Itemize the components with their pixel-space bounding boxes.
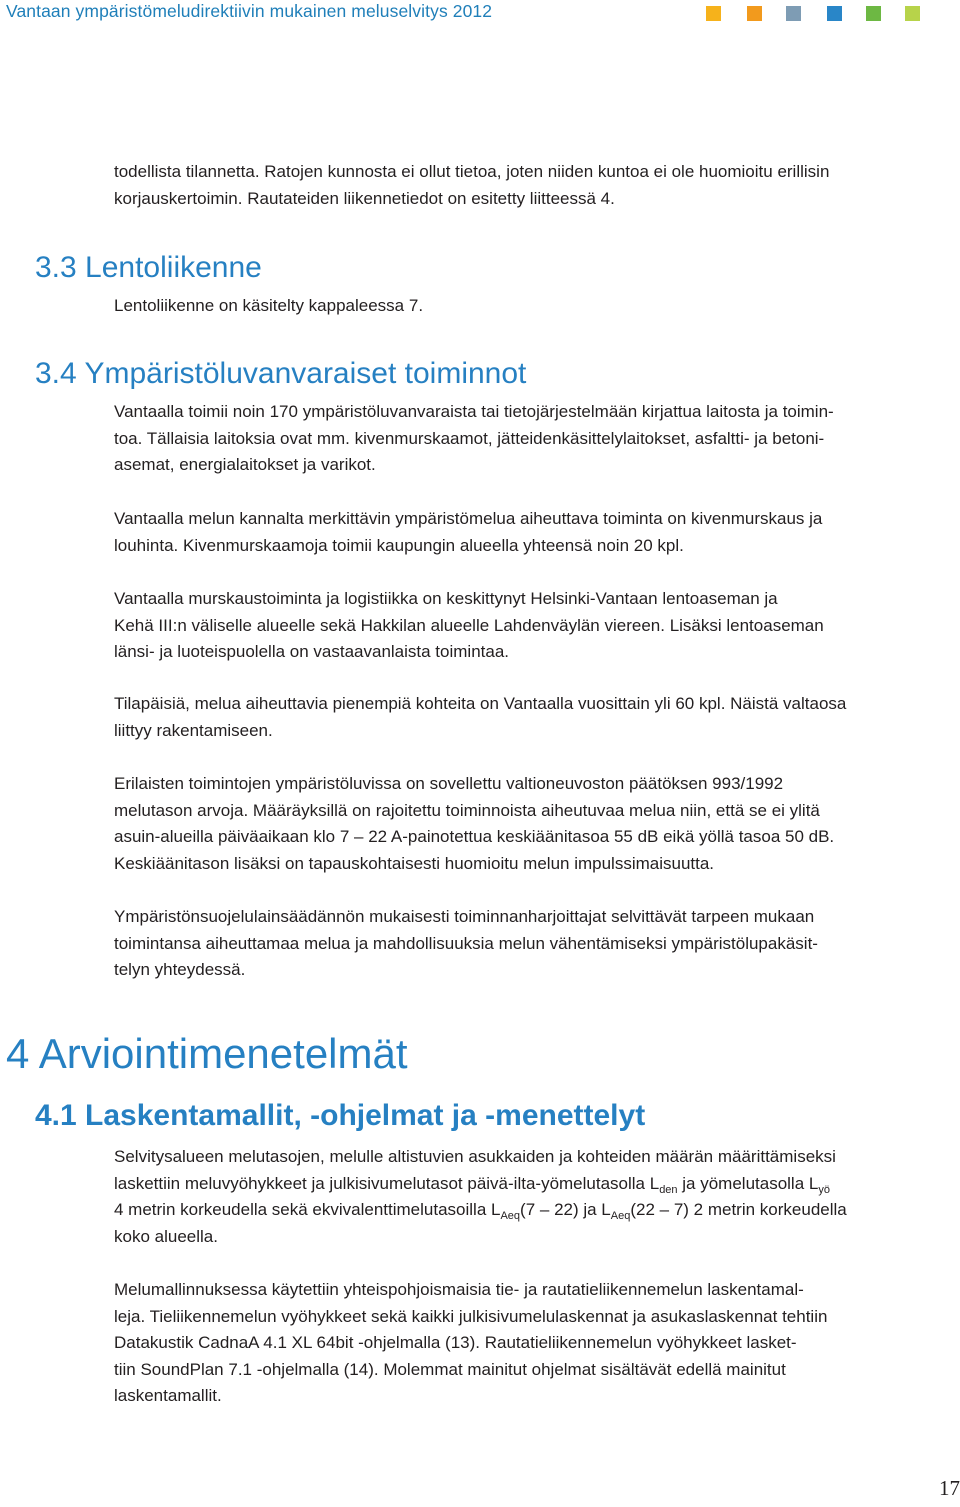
text-line: toimintansa aiheuttamaa melua ja mahdollisuuksia melun vähentämiseksi ympäristölupakäsit- xyxy=(114,933,818,953)
subscript-den: den xyxy=(659,1183,678,1196)
header-square-5 xyxy=(866,6,881,21)
text-line xyxy=(114,1197,924,1224)
text-line: todellista tilannetta. Ratojen kunnosta ei ollut tietoa, joten niiden kuntoa ei ole huomioitu erillisin xyxy=(114,162,830,181)
text-line: Datakustik CadnaA 4.1 XL 64bit -ohjelmalla (13). Rautatieliikennemelun vyöhykkeet lasket- xyxy=(114,1333,797,1352)
text-line: länsi- ja luoteispuolella on vastaavanlaista toimintaa. xyxy=(114,642,510,661)
header-square-3 xyxy=(786,6,801,21)
section-4-1-heading: 4.1 Laskentamallit, -ohjelmat ja -menettelyt xyxy=(35,1099,646,1132)
text-line: koko alueella. xyxy=(114,1226,218,1246)
text-line: laskentamallit. xyxy=(114,1386,222,1405)
text-line: Vantaalla toimii noin 170 ympäristöluvanvaraista tai tietojärjestelmään kirjattua laitosta ja toimin- xyxy=(114,402,834,421)
header-square-4 xyxy=(827,6,842,21)
section-4-1-paragraph-1 xyxy=(114,1144,924,1250)
text-line: asemat, energialaitokset ja varikot. xyxy=(114,455,376,474)
subscript-aeq: Aeq xyxy=(610,1210,631,1222)
chapter-4-heading: 4 Arviointimenetelmät xyxy=(6,1030,408,1077)
text-line: Keskiäänitason lisäksi on tapauskohtaisesti huomioitu melun impulssimaisuutta. xyxy=(114,853,715,873)
text-line: melutason arvoja. Määräyksillä on rajoitettu toiminnoista aiheutuvaa melua niin, että se ei ylitä xyxy=(114,800,820,820)
text-line: Tilapäisiä, melua aiheuttavia pienempiä kohteita on Vantaalla vuosittain yli 60 kpl. Näistä valtaosa xyxy=(114,694,847,713)
section-3-4-paragraph-4 xyxy=(114,691,924,744)
section-4-1-paragraph-2 xyxy=(114,1277,924,1410)
intro-paragraph xyxy=(114,159,924,212)
section-3-4-heading: 3.4 Ympäristöluvanvaraiset toiminnot xyxy=(35,357,527,390)
text-line: louhinta. Kivenmurskaamoja toimii kaupungin alueella yhteensä noin 20 kpl. xyxy=(114,535,684,555)
text-line: Melumallinnuksessa käytettiin yhteispohjoismaisia tie- ja rautatieliikennemelun laskentamal- xyxy=(114,1280,804,1299)
text-line: tiin SoundPlan 7.1 -ohjelmalla (14). Molemmat mainitut ohjelmat sisältävät edellä mainitut xyxy=(114,1359,786,1379)
text-line: toa. Tällaisia laitoksia ovat mm. kivenmurskaamot, jätteidenkäsittelylaitokset, asfaltti- ja betoni- xyxy=(114,428,825,448)
subscript-yo: yö xyxy=(818,1183,830,1196)
section-3-4-paragraph-2 xyxy=(114,506,924,559)
text-fragment: (7 – 22) ja L xyxy=(520,1200,611,1219)
text-fragment: ja yömelutasolla L xyxy=(677,1173,819,1193)
text-line: korjauskertoimin. Rautateiden liikennetiedot on esitetty liitteessä 4. xyxy=(114,188,615,208)
text-fragment: 4 metrin korkeudella sekä ekvivalenttimelutasoilla L xyxy=(114,1200,501,1219)
header-square-2 xyxy=(747,6,762,21)
text-fragment: laskettiin meluvyöhykkeet ja julkisivumelutasot päivä-ilta-yömelutasolla L xyxy=(114,1173,660,1193)
section-3-3-heading: 3.3 Lentoliikenne xyxy=(35,251,262,284)
header-square-6 xyxy=(905,6,920,21)
text-line: Vantaalla murskaustoiminta ja logistiikka on keskittynyt Helsinki-Vantaan lentoaseman ja xyxy=(114,589,778,608)
text-line: Kehä III:n väliselle alueelle sekä Hakkilan alueelle Lahdenväylän viereen. Lisäksi lentoaseman xyxy=(114,615,824,635)
section-3-4-paragraph-5 xyxy=(114,771,924,877)
text-line: telyn yhteydessä. xyxy=(114,960,246,979)
text-line: Vantaalla melun kannalta merkittävin ympäristömelua aiheuttava toiminta on kivenmurskaus ja xyxy=(114,509,823,528)
page-number: 17 xyxy=(939,1476,960,1500)
text-line: leja. Tieliikennemelun vyöhykkeet sekä kaikki julkisivumelulaskennat ja asukaslaskennat tehtiin xyxy=(114,1306,828,1326)
text-line: asuin-alueilla päiväaikaan klo 7 – 22 A-painotettua keskiäänitasoa 55 dB eikä yöllä tasoa 50 dB. xyxy=(114,827,835,846)
text-line: Selvitysalueen melutasojen, melulle altistuvien asukkaiden ja kohteiden määrän määrittämiseksi xyxy=(114,1147,836,1166)
section-3-4-paragraph-6 xyxy=(114,904,924,984)
section-3-3-text: Lentoliikenne on käsitelty kappaleessa 7. xyxy=(114,296,424,315)
section-3-4-paragraph-3 xyxy=(114,586,924,666)
running-header-title: Vantaan ympäristömeludirektiivin mukainen meluselvitys 2012 xyxy=(6,1,493,21)
header-square-1 xyxy=(706,6,721,21)
text-line: Erilaisten toimintojen ympäristöluvissa on sovellettu valtioneuvoston päätöksen 993/1992 xyxy=(114,774,784,793)
text-line: Ympäristönsuojelulainsäädännön mukaisesti toiminnanharjoittajat selvittävät tarpeen mukaan xyxy=(114,907,815,926)
text-line: liittyy rakentamiseen. xyxy=(114,720,273,740)
text-fragment: (22 – 7) 2 metrin korkeudella xyxy=(630,1200,847,1219)
section-3-4-paragraph-1 xyxy=(114,399,924,479)
text-line xyxy=(114,1171,924,1198)
subscript-aeq: Aeq xyxy=(500,1210,521,1222)
